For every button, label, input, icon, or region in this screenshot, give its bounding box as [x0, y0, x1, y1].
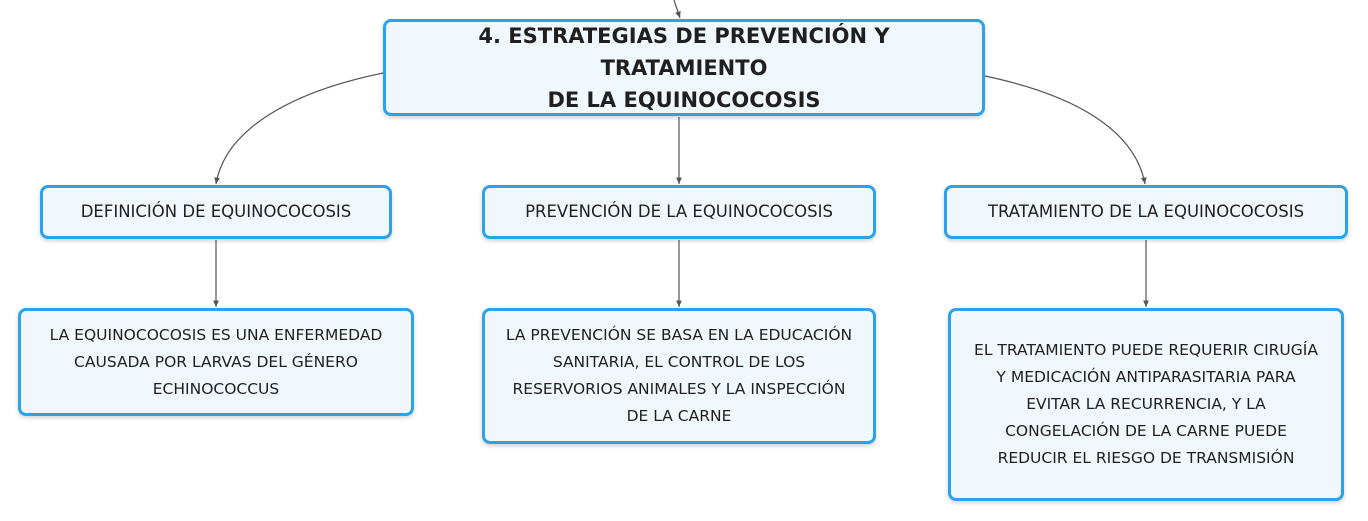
connector-root-to-definicion: [216, 73, 383, 184]
detail-line: LA EQUINOCOCOSIS ES UNA ENFERMEDAD: [49, 325, 383, 344]
branch-label: PREVENCIÓN DE LA EQUINOCOCOSIS: [525, 202, 833, 221]
branch-node-prevencion[interactable]: [482, 185, 876, 239]
connector-incoming: [674, 0, 680, 18]
detail-line: Y MEDICACIÓN ANTIPARASITARIA PARA: [996, 368, 1296, 386]
detail-line: ECHINOCOCCUS: [152, 379, 280, 398]
connector-root-to-tratamiento: [985, 76, 1145, 184]
detail-text: [506, 322, 852, 430]
branch-node-tratamiento[interactable]: [944, 185, 1348, 239]
root-topic-text: [398, 20, 970, 116]
detail-line: CONGELACIÓN DE LA CARNE PUEDE: [1005, 422, 1287, 440]
detail-line: LA PREVENCIÓN SE BASA EN LA EDUCACIÓN: [505, 326, 853, 344]
detail-line: REDUCIR EL RIESGO DE TRANSMISIÓN: [997, 449, 1295, 467]
root-topic-node[interactable]: [383, 19, 985, 116]
root-topic-line: 4. ESTRATEGIAS DE PREVENCIÓN Y TRATAMIENTO: [478, 23, 890, 80]
detail-line: RESERVORIOS ANIMALES Y LA INSPECCIÓN: [512, 380, 846, 398]
detail-text: [50, 322, 383, 403]
detail-node-tratamiento[interactable]: [948, 308, 1344, 501]
detail-line: EL TRATAMIENTO PUEDE REQUERIR CIRUGÍA: [974, 341, 1318, 359]
branch-node-definicion[interactable]: [40, 185, 392, 239]
detail-line: CAUSADA POR LARVAS DEL GÉNERO: [74, 352, 358, 371]
branch-label: DEFINICIÓN DE EQUINOCOCOSIS: [80, 202, 352, 221]
detail-text: [974, 337, 1318, 472]
branch-label: TRATAMIENTO DE LA EQUINOCOCOSIS: [987, 202, 1305, 221]
root-topic-line: DE LA EQUINOCOCOSIS: [547, 87, 821, 112]
detail-node-prevencion[interactable]: [482, 308, 876, 444]
detail-node-definicion[interactable]: [18, 308, 414, 416]
detail-line: SANITARIA, EL CONTROL DE LOS: [552, 353, 806, 371]
detail-line: DE LA CARNE: [626, 407, 732, 425]
detail-line: EVITAR LA RECURRENCIA, Y LA: [1026, 395, 1266, 413]
